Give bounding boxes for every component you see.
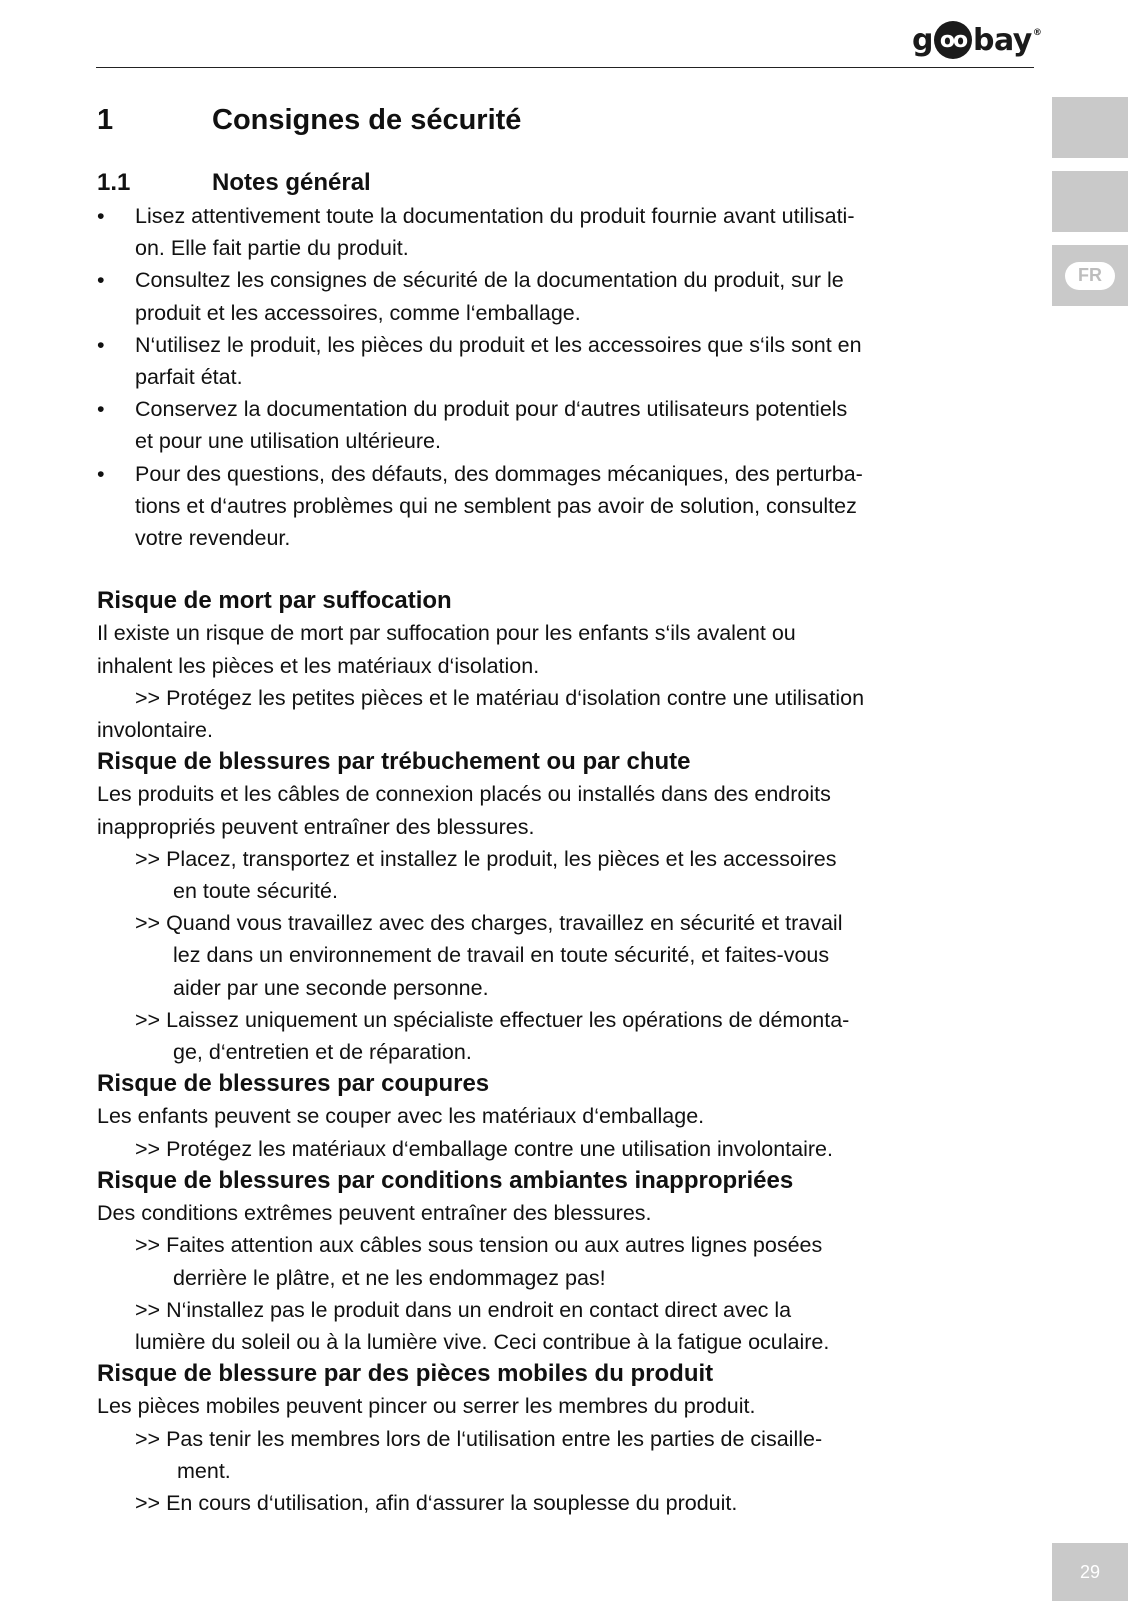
list-item-line: • Lisez attentivement toute la documentation du produit fournie avant utilisati- bbox=[135, 204, 855, 228]
list-item bbox=[97, 393, 977, 457]
section-title: Consignes de sécurité bbox=[212, 103, 522, 136]
language-tab-fr bbox=[1052, 245, 1128, 306]
page-number: 29 bbox=[1052, 1543, 1128, 1601]
hazard-step-cont: aider par une seconde personne. bbox=[173, 975, 489, 1000]
hazard-suffocation-title: Risque de mort par suffocation bbox=[97, 587, 452, 615]
list-item bbox=[97, 200, 977, 264]
hazard-step: >> Protégez les petites pièces et le matériau d‘isolation contre une utilisation bbox=[135, 685, 865, 710]
main-content bbox=[97, 98, 977, 1519]
subsection-number: 1.1 bbox=[97, 169, 131, 196]
section-heading bbox=[97, 98, 977, 142]
subsection-title: Notes général bbox=[212, 169, 371, 196]
hazard-text: Les produits et les câbles de connexion placés ou installés dans des endroits bbox=[97, 782, 831, 807]
list-item bbox=[97, 264, 977, 328]
hazard-step: >> Quand vous travaillez avec des charges, travaillez en sécurité et travail bbox=[135, 911, 843, 936]
hazard-step-cont: ment. bbox=[177, 1458, 231, 1483]
hazard-step: >> Faites attention aux câbles sous tension ou aux autres lignes posées bbox=[135, 1233, 823, 1258]
logo-suffix: bay bbox=[972, 22, 1032, 58]
list-item-line: • Pour des questions, des défauts, des dommages mécaniques, des perturba- bbox=[135, 461, 863, 486]
list-item-line: tions et d‘autres problèmes qui ne semblent pas avoir de solution, consultez bbox=[135, 493, 857, 518]
subsection-heading bbox=[97, 166, 977, 200]
hazard-text: inappropriés peuvent entraîner des blessures. bbox=[97, 814, 535, 839]
logo-oo-circle: oo bbox=[934, 21, 972, 59]
list-item-line: • Consultez les consignes de sécurité de la documentation du produit, sur le bbox=[135, 268, 844, 293]
goobay-logo bbox=[912, 18, 1041, 62]
hazard-text: inhalent les pièces et les matériaux d‘isolation. bbox=[97, 653, 540, 678]
hazard-text: Les pièces mobiles peuvent pincer ou serrer les membres du produit. bbox=[97, 1394, 756, 1419]
hazard-step-cont: lez dans un environnement de travail en toute sécurité, et faites-vous bbox=[173, 943, 830, 968]
list-item-line: parfait état. bbox=[135, 365, 243, 390]
list-item bbox=[97, 458, 977, 555]
hazard-step: >> N‘installez pas le produit dans un endroit en contact direct avec la bbox=[135, 1297, 792, 1322]
section-number: 1 bbox=[97, 103, 114, 136]
list-item-line: on. Elle fait partie du produit. bbox=[135, 236, 409, 261]
hazard-step-cont: lumière du soleil ou à la lumière vive. Ceci contribue à la fatigue oculaire. bbox=[135, 1329, 830, 1354]
language-tab-2 bbox=[1052, 171, 1128, 232]
hazard-trip-title: Risque de blessures par trébuchement ou par chute bbox=[97, 748, 691, 776]
hazard-text: Il existe un risque de mort par suffocation pour les enfants s‘ils avalent ou bbox=[97, 621, 796, 646]
hazard-step-cont: involontaire. bbox=[97, 718, 213, 743]
hazard-step: >> Placez, transportez et installez le produit, les pièces et les accessoires bbox=[135, 846, 837, 871]
hazard-text: Les enfants peuvent se couper avec les matériaux d‘emballage. bbox=[97, 1104, 705, 1129]
hazard-step: >> En cours d‘utilisation, afin d‘assurer la souplesse du produit. bbox=[135, 1490, 738, 1515]
hazard-step: >> Laissez uniquement un spécialiste effectuer les opérations de démonta- bbox=[135, 1007, 850, 1032]
general-notes-list bbox=[97, 200, 977, 554]
list-item-line: et pour une utilisation ultérieure. bbox=[135, 429, 441, 454]
hazard-moving-title: Risque de blessure par des pièces mobiles du produit bbox=[97, 1360, 714, 1388]
language-tab-1 bbox=[1052, 97, 1128, 158]
list-item-line: • N‘utilisez le produit, les pièces du produit et les accessoires que s‘ils sont en bbox=[135, 332, 862, 357]
registered-mark: ® bbox=[1032, 28, 1042, 38]
hazard-step: >> Protégez les matériaux d‘emballage contre une utilisation involontaire. bbox=[135, 1136, 833, 1161]
fr-label: FR bbox=[1065, 262, 1115, 290]
hazard-step-cont: ge, d‘entretien et de réparation. bbox=[173, 1040, 472, 1065]
list-item-line: produit et les accessoires, comme l‘emballage. bbox=[135, 300, 581, 325]
hazard-step: >> Pas tenir les membres lors de l‘utilisation entre les parties de cisaille- bbox=[135, 1426, 823, 1451]
list-item-line: • Conservez la documentation du produit pour d‘autres utilisateurs potentiels bbox=[135, 397, 848, 422]
logo-prefix: g bbox=[912, 22, 933, 58]
list-item-line: votre revendeur. bbox=[135, 526, 291, 551]
header-rule bbox=[96, 67, 1034, 68]
hazard-text: Des conditions extrêmes peuvent entraîner des blessures. bbox=[97, 1201, 652, 1226]
hazard-step-cont: derrière le plâtre, et ne les endommagez pas! bbox=[173, 1265, 606, 1290]
hazard-ambient-title: Risque de blessures par conditions ambiantes inappropriées bbox=[97, 1166, 794, 1194]
hazard-step-cont: en toute sécurité. bbox=[173, 879, 338, 904]
list-item bbox=[97, 329, 977, 393]
hazard-cuts-title: Risque de blessures par coupures bbox=[97, 1070, 490, 1098]
